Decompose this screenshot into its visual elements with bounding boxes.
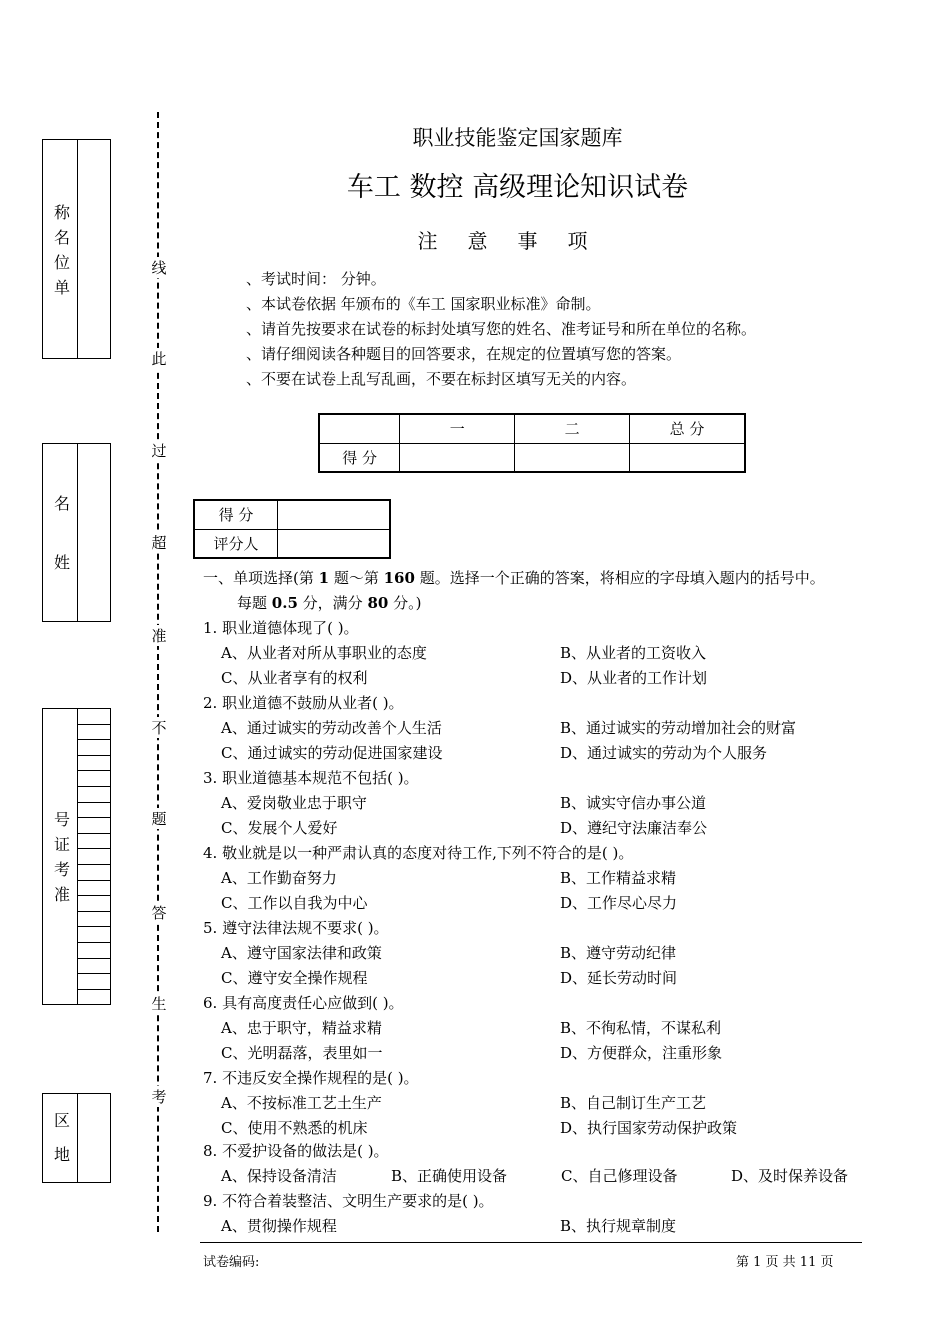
region-label-1: 区 bbox=[53, 1111, 70, 1130]
id-digit-cell[interactable] bbox=[77, 848, 111, 849]
question-4-option-c[interactable]: C、工作以自我为中心 bbox=[221, 894, 368, 912]
unit-label-3: 位 bbox=[53, 253, 70, 272]
score-table-header-2: 二 bbox=[515, 414, 630, 443]
question-6-option-a[interactable]: A、忠于职守，精益求精 bbox=[221, 1019, 382, 1037]
unit-label-1: 称 bbox=[53, 203, 70, 222]
section-line2-prefix: 每题 bbox=[237, 594, 272, 612]
question-7-option-b[interactable]: B、自己制订生产工艺 bbox=[560, 1094, 707, 1112]
grader-score-cell[interactable] bbox=[278, 500, 391, 529]
question-2-option-c[interactable]: C、通过诚实的劳动促进国家建设 bbox=[221, 744, 443, 762]
question-8-option-b[interactable]: B、正确使用设备 bbox=[391, 1167, 508, 1185]
page-info: 第 1 页 共 11 页 bbox=[736, 1255, 834, 1270]
notice-heading: 注意事项 bbox=[417, 229, 618, 253]
notice-item-1: 、考试时间： 分钟。 bbox=[246, 270, 386, 288]
id-digit-cell[interactable] bbox=[77, 786, 111, 787]
notice-item-4: 、请仔细阅读各种题目的回答要求，在规定的位置填写您的答案。 bbox=[246, 345, 682, 363]
id-digit-cell[interactable] bbox=[77, 770, 111, 771]
region-label-2: 地 bbox=[53, 1145, 70, 1164]
id-digit-cell[interactable] bbox=[77, 817, 111, 818]
section-instruction-line2 bbox=[237, 592, 421, 613]
question-8-option-c[interactable]: C、自己修理设备 bbox=[561, 1167, 678, 1185]
question-stem-4: 4. 敬业就是以一种严肃认真的态度对待工作,下列不符合的是( )。 bbox=[203, 844, 634, 862]
question-3-option-c[interactable]: C、发展个人爱好 bbox=[221, 819, 338, 837]
seal-char-1: 线 bbox=[151, 259, 167, 277]
id-digit-cell[interactable] bbox=[77, 833, 111, 834]
seal-char-5: 准 bbox=[151, 627, 167, 645]
section-line2-suffix: 分。) bbox=[388, 594, 422, 612]
grader-name-cell[interactable] bbox=[278, 529, 391, 558]
question-2-option-d[interactable]: D、通过诚实的劳动为个人服务 bbox=[560, 744, 768, 762]
question-stem-5: 5. 遵守法律法规不要求( )。 bbox=[203, 919, 389, 937]
section-line2-mid: 分，满分 bbox=[297, 594, 368, 612]
question-stem-3: 3. 职业道德基本规范不包括( )。 bbox=[203, 769, 419, 787]
score-table-row-label: 得 分 bbox=[319, 443, 400, 472]
id-digit-cell[interactable] bbox=[77, 989, 111, 990]
seal-char-7: 题 bbox=[151, 810, 167, 828]
question-8-option-a[interactable]: A、保持设备清洁 bbox=[221, 1167, 337, 1185]
section-points-total: 80 bbox=[367, 594, 389, 612]
seal-char-4: 超 bbox=[151, 534, 167, 552]
question-2-option-a[interactable]: A、通过诚实的劳动改善个人生活 bbox=[221, 719, 442, 737]
id-label-4: 准 bbox=[53, 885, 70, 904]
question-4-option-b[interactable]: B、工作精益求精 bbox=[560, 869, 677, 887]
score-cell-total[interactable] bbox=[630, 443, 745, 472]
id-digit-cell[interactable] bbox=[77, 973, 111, 974]
notice-item-5: 、不要在试卷上乱写乱画，不要在标封区填写无关的内容。 bbox=[246, 370, 637, 388]
id-digit-cell[interactable] bbox=[77, 864, 111, 865]
question-6-option-c[interactable]: C、光明磊落，表里如一 bbox=[221, 1044, 383, 1062]
id-digit-cell[interactable] bbox=[77, 802, 111, 803]
question-4-option-d[interactable]: D、工作尽心尽力 bbox=[560, 894, 678, 912]
id-digit-cell[interactable] bbox=[77, 911, 111, 912]
section-points-each: 0.5 bbox=[271, 594, 298, 612]
id-digit-cell[interactable] bbox=[77, 880, 111, 881]
id-digit-cell[interactable] bbox=[77, 724, 111, 725]
seal-char-2: 此 bbox=[151, 350, 167, 368]
section-instruction-line1 bbox=[203, 567, 825, 588]
section-prefix: 一、单项选择(第 bbox=[203, 569, 319, 587]
seal-char-10: 考 bbox=[151, 1088, 167, 1106]
paper-code-label: 试卷编码: bbox=[203, 1255, 260, 1270]
id-digit-cell[interactable] bbox=[77, 755, 111, 756]
name-field-divider bbox=[77, 443, 78, 622]
question-9-option-b[interactable]: B、执行规章制度 bbox=[560, 1217, 677, 1235]
question-7-option-d[interactable]: D、执行国家劳动保护政策 bbox=[560, 1119, 738, 1137]
question-5-option-a[interactable]: A、遵守国家法律和政策 bbox=[221, 944, 382, 962]
score-table-header-1: 一 bbox=[400, 414, 515, 443]
seal-char-3: 过 bbox=[151, 442, 167, 460]
id-digit-cell[interactable] bbox=[77, 942, 111, 943]
id-digit-cell[interactable] bbox=[77, 958, 111, 959]
section-mid: 题～第 bbox=[329, 569, 384, 587]
name-label-1: 名 bbox=[53, 494, 70, 513]
score-cell-1[interactable] bbox=[400, 443, 515, 472]
exam-bank-title: 职业技能鉴定国家题库 bbox=[412, 126, 623, 150]
question-stem-8: 8. 不爱护设备的做法是( )。 bbox=[203, 1142, 389, 1160]
seal-char-8: 答 bbox=[151, 904, 167, 922]
question-8-option-d[interactable]: D、及时保养设备 bbox=[731, 1167, 849, 1185]
section-first-num: 1 bbox=[318, 569, 330, 587]
question-5-option-b[interactable]: B、遵守劳动纪律 bbox=[560, 944, 677, 962]
question-stem-2: 2. 职业道德不鼓励从业者( )。 bbox=[203, 694, 404, 712]
id-label-3: 考 bbox=[53, 860, 70, 879]
question-1-option-d[interactable]: D、从业者的工作计划 bbox=[560, 669, 708, 687]
seal-dashed-line bbox=[157, 112, 159, 1232]
id-digit-cell[interactable] bbox=[77, 739, 111, 740]
question-stem-7: 7. 不违反安全操作规程的是( )。 bbox=[203, 1069, 419, 1087]
total-score-table bbox=[318, 413, 746, 473]
question-stem-1: 1. 职业道德体现了( )。 bbox=[203, 619, 359, 637]
question-9-option-a[interactable]: A、贯彻操作规程 bbox=[221, 1217, 337, 1235]
question-1-option-b[interactable]: B、从业者的工资收入 bbox=[560, 644, 707, 662]
question-7-option-a[interactable]: A、不按标准工艺土生产 bbox=[221, 1094, 382, 1112]
question-7-option-c[interactable]: C、使用不熟悉的机床 bbox=[221, 1119, 368, 1137]
exam-paper-title: 车工 数控 高级理论知识试卷 bbox=[346, 172, 689, 203]
question-1-option-c[interactable]: C、从业者享有的权利 bbox=[221, 669, 368, 687]
question-4-option-a[interactable]: A、工作勤奋努力 bbox=[221, 869, 337, 887]
question-3-option-d[interactable]: D、遵纪守法廉洁奉公 bbox=[560, 819, 708, 837]
notice-item-2: 、本试卷依据 年颁布的《车工 国家职业标准》命制。 bbox=[246, 295, 601, 313]
id-label-1: 号 bbox=[53, 810, 70, 829]
unit-label-2: 名 bbox=[53, 228, 70, 247]
grader-table bbox=[193, 499, 391, 559]
id-label-2: 证 bbox=[53, 835, 70, 854]
grader-name-label: 评分人 bbox=[194, 529, 278, 558]
section-suffix: 题。选择一个正确的答案，将相应的字母填入题内的括号中。 bbox=[414, 569, 825, 587]
seal-char-6: 不 bbox=[151, 719, 167, 737]
question-2-option-b[interactable]: B、通过诚实的劳动增加社会的财富 bbox=[560, 719, 797, 737]
region-field-divider bbox=[77, 1093, 78, 1183]
unit-label-4: 单 bbox=[53, 278, 70, 297]
grader-score-label: 得 分 bbox=[194, 500, 278, 529]
score-table-header-total: 总 分 bbox=[630, 414, 745, 443]
seal-char-9: 生 bbox=[151, 995, 167, 1013]
score-cell-2[interactable] bbox=[515, 443, 630, 472]
question-stem-6: 6. 具有高度责任心应做到( )。 bbox=[203, 994, 404, 1012]
footer-rule bbox=[200, 1242, 862, 1243]
id-digit-cell[interactable] bbox=[77, 895, 111, 896]
id-field-divider bbox=[77, 708, 78, 1005]
question-6-option-b[interactable]: B、不徇私情，不谋私利 bbox=[560, 1019, 722, 1037]
id-digit-cell[interactable] bbox=[77, 926, 111, 927]
section-last-num: 160 bbox=[383, 569, 415, 587]
question-stem-9: 9. 不符合着装整洁、文明生产要求的是( )。 bbox=[203, 1192, 494, 1210]
question-3-option-a[interactable]: A、爱岗敬业忠于职守 bbox=[221, 794, 367, 812]
question-5-option-d[interactable]: D、延长劳动时间 bbox=[560, 969, 678, 987]
question-3-option-b[interactable]: B、诚实守信办事公道 bbox=[560, 794, 707, 812]
score-table-corner bbox=[319, 414, 400, 443]
question-6-option-d[interactable]: D、方便群众，注重形象 bbox=[560, 1044, 723, 1062]
question-1-option-a[interactable]: A、从业者对所从事职业的态度 bbox=[221, 644, 427, 662]
question-5-option-c[interactable]: C、遵守安全操作规程 bbox=[221, 969, 368, 987]
name-label-2: 姓 bbox=[53, 553, 70, 572]
notice-item-3: 、请首先按要求在试卷的标封处填写您的姓名、准考证号和所在单位的名称。 bbox=[246, 320, 757, 338]
